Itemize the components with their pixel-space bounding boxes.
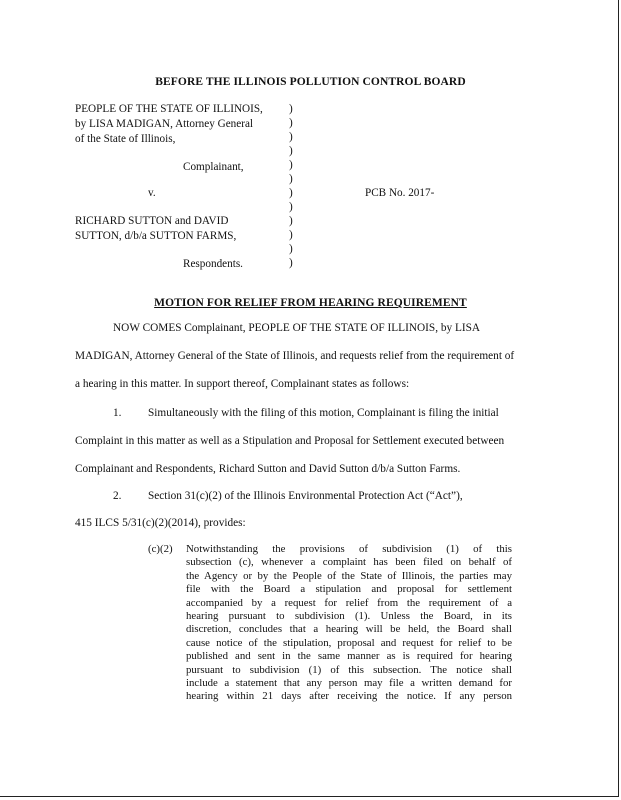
quote-line: Notwithstanding the provisions of subdivision (1) of this — [186, 543, 512, 555]
quote-line: include a statement that any person may file a written demand for — [186, 676, 512, 689]
para2-line-1: Section 31(c)(2) of the Illinois Environmental Protection Act (“Act”), — [148, 490, 463, 502]
quote-label: (c)(2) — [148, 543, 173, 555]
caption-respondents-label: Respondents. — [183, 258, 243, 270]
quote-line: accompanied by a request for relief from the requirement of a — [186, 596, 512, 609]
quote-line: pursuant to subdivision (1) of this subsection. The notice shall — [186, 663, 512, 676]
intro-line-2: MADIGAN, Attorney General of the State of Illinois, and requests relief from the requirement of — [75, 350, 515, 362]
caption-plaintiff-line-1: PEOPLE OF THE STATE OF ILLINOIS, — [75, 103, 263, 115]
quote-line: subsection (c), whenever a complaint has been filed on behalf of — [186, 556, 512, 569]
intro-line-3: a hearing in this matter. In support thereof, Complainant states as follows: — [75, 378, 410, 390]
para2-number: 2. — [113, 490, 122, 502]
motion-title: MOTION FOR RELIEF FROM HEARING REQUIREMENT — [154, 297, 467, 309]
para1-line-1: Simultaneously with the filing of this motion, Complainant is filing the initial — [148, 407, 499, 419]
para2-line-2: 415 ILCS 5/31(c)(2)(2014), provides: — [75, 517, 246, 529]
caption-paren: ) — [289, 103, 293, 115]
caption-paren: ) — [289, 159, 293, 171]
quote-line: discretion, concludes that a hearing will be held, the Board shall — [186, 623, 512, 636]
caption-paren: ) — [289, 229, 293, 241]
caption-versus: v. — [148, 187, 156, 199]
caption-plaintiff-line-3: of the State of Illinois, — [75, 133, 176, 145]
statute-quote — [186, 543, 512, 704]
caption-paren: ) — [289, 145, 293, 157]
quote-line: file with the Board a stipulation and proposal for settlement — [186, 583, 512, 596]
caption-respondent-line-2: SUTTON, d/b/a SUTTON FARMS, — [75, 230, 237, 242]
quote-line: cause notice of the stipulation, proposal and request for relief to be — [186, 636, 512, 649]
caption-paren: ) — [289, 117, 293, 129]
caption-plaintiff-line-2: by LISA MADIGAN, Attorney General — [75, 118, 254, 130]
quote-line: hearing within 21 days after receiving the notice. If any person — [186, 690, 512, 703]
board-heading: BEFORE THE ILLINOIS POLLUTION CONTROL BOARD — [155, 76, 466, 88]
quote-line: hearing pursuant to subdivision (1). Unless the Board, in its — [186, 609, 512, 622]
quote-line: the Agency or by the People of the State of Illinois, the parties may — [186, 569, 512, 582]
para1-line-2: Complaint in this matter as well as a Stipulation and Proposal for Settlement executed between — [75, 435, 505, 447]
caption-paren: ) — [289, 243, 293, 255]
caption-paren: ) — [289, 215, 293, 227]
caption-respondent-line-1: RICHARD SUTTON and DAVID — [75, 215, 229, 227]
caption-paren: ) — [289, 187, 293, 199]
caption-paren: ) — [289, 201, 293, 213]
caption-paren: ) — [289, 131, 293, 143]
caption-paren: ) — [289, 173, 293, 185]
caption-complainant-label: Complainant, — [183, 161, 244, 173]
caption-paren: ) — [289, 257, 293, 269]
para1-number: 1. — [113, 407, 122, 419]
para1-line-3: Complainant and Respondents, Richard Sutton and David Sutton d/b/a Sutton Farms. — [75, 463, 461, 475]
quote-line: published and sent in the same manner as is required for hearing — [186, 650, 512, 663]
intro-line-1: NOW COMES Complainant, PEOPLE OF THE STATE OF ILLINOIS, by LISA — [113, 322, 481, 334]
case-number: PCB No. 2017- — [365, 187, 435, 199]
